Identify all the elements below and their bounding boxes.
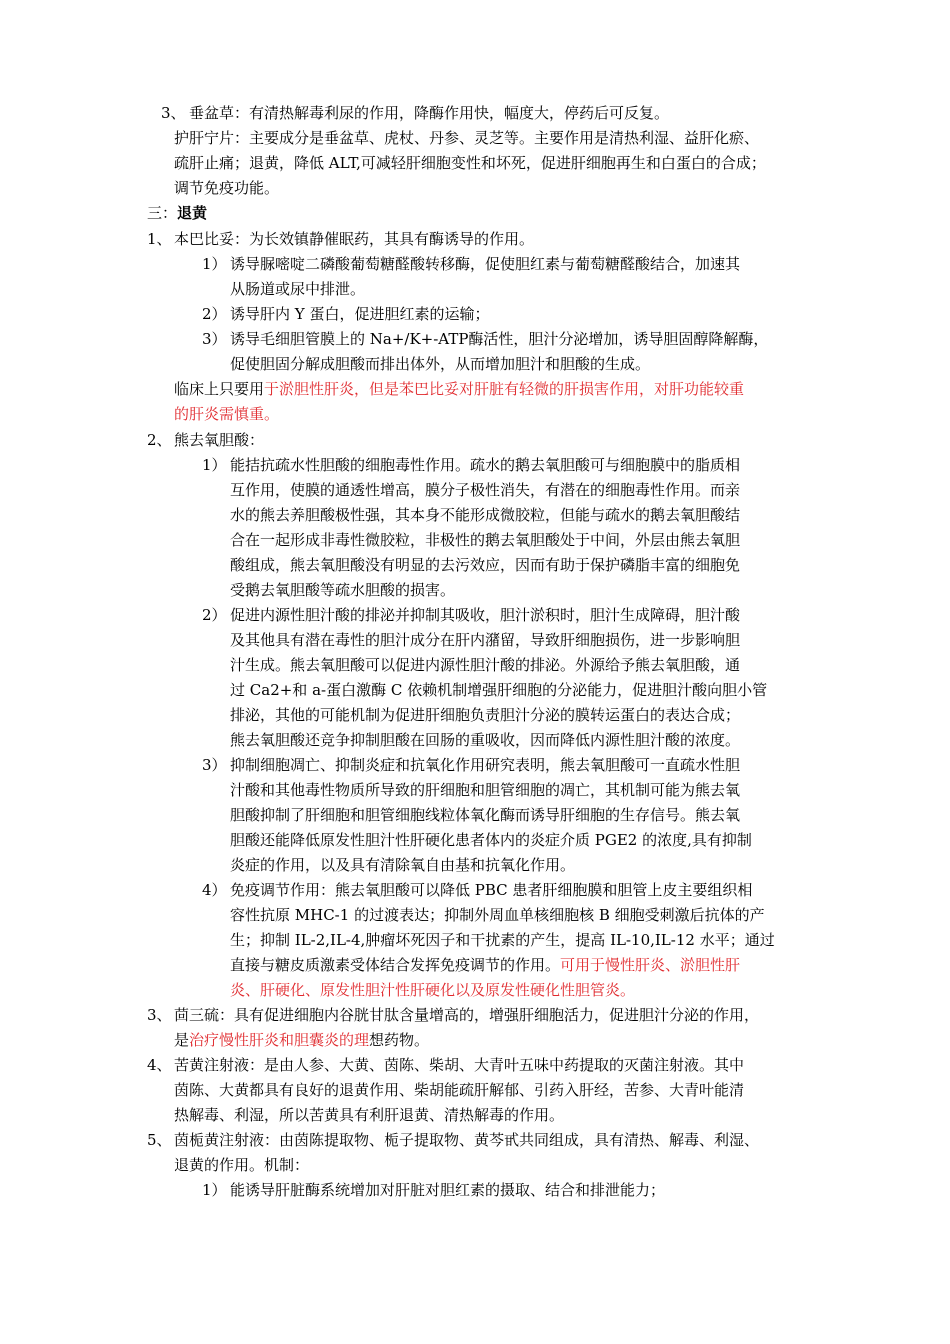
clinical-warning: 于淤胆性肝炎，但是苯巴比妥对肝脏有轻微的肝损害作用，对肝功能较重 (264, 380, 745, 398)
sub-line: 促使胆固分解成胆酸而排出体外，从而增加胆汁和胆酸的生成。 (230, 355, 651, 373)
line-suffix: 想药物。 (369, 1031, 430, 1049)
item-kuhuang: 热解毒、利湿，所以苦黄具有利肝退黄、清热解毒的作用。 (174, 1106, 565, 1124)
sub-line: 炎症的作用，以及具有清除氧自由基和抗氧化作用。 (230, 856, 576, 874)
sub-line: 酸组成，熊去氧胆酸没有明显的去污效应，因而有助于保护磷脂丰富的细胞免 (230, 556, 741, 574)
sub-line: 能诱导肝脏酶系统增加对肝脏对胆红素的摄取、结合和排泄能力； (230, 1181, 666, 1199)
sub-line: 促进内源性胆汁酸的排泌并抑制其吸收，胆汁淤积时，胆汁生成障碍，胆汁酸 (230, 606, 741, 624)
sub-line: 抑制细胞凋亡、抑制炎症和抗氧化作用研究表明，熊去氧胆酸可一直疏水性胆 (230, 756, 741, 774)
item-yinzhihuang: 茵栀黄注射液：由茵陈提取物、栀子提取物、黄芩甙共同组成，具有清热、解毒、利湿、 (174, 1131, 760, 1149)
sub-num: 4） (202, 881, 227, 899)
sub-line: 及其他具有潜在毒性的胆汁成分在肝内潴留，导致肝细胞损伤，进一步影响胆 (230, 631, 741, 649)
sub-line: 互作用，使膜的通透性增高，膜分子极性消失，有潜在的细胞毒性作用。而亲 (230, 481, 741, 499)
indication-highlight: 治疗慢性肝炎和胆囊炎的理 (189, 1031, 370, 1049)
sub-num: 3） (202, 756, 227, 774)
item-kuhuang: 苦黄注射液：是由人参、大黄、茵陈、柴胡、大青叶五味中药提取的灭菌注射液。其中 (174, 1056, 745, 1074)
sub-num: 1） (202, 456, 227, 474)
item-anethol (174, 1028, 429, 1053)
sub-line: 免疫调节作用：熊去氧胆酸可以降低 PBC 患者肝细胞膜和胆管上皮主要组织相 (230, 881, 753, 899)
item-num: 1、 (147, 230, 172, 248)
sub-line: 胆酸抑制了肝细胞和胆管细胞线粒体氧化酶而诱导肝细胞的生存信号。熊去氧 (230, 806, 741, 824)
indication-highlight: 可用于慢性肝炎、淤胆性肝 (560, 956, 741, 974)
sub-line: 从肠道或尿中排泄。 (230, 280, 366, 298)
section-prefix: 三： (147, 204, 178, 222)
sub-num: 1） (202, 1181, 227, 1199)
line-prefix: 是 (174, 1031, 190, 1049)
sub-line: 诱导毛细胆管膜上的 Na+/K+-ATP酶活性，胆汁分泌增加，诱导胆固醇降解酶， (230, 330, 769, 348)
item-num: 3、 (161, 104, 186, 122)
sub-line: 生；抑制 IL-2,IL-4,肿瘤坏死因子和干扰素的产生，提高 IL-10,IL-12 水平；通过 (230, 931, 775, 949)
item-num: 2、 (147, 431, 172, 449)
item-chuipencao: 垂盆草：有清热解毒利尿的作用，降酶作用快，幅度大，停药后可反复。 (189, 104, 670, 122)
item-phenobarbital: 本巴比妥：为长效镇静催眠药，其具有酶诱导的作用。 (174, 230, 535, 248)
clinical-warning: 的肝炎需慎重。 (174, 405, 280, 423)
sub-line: 水的熊去养胆酸极性强，其本身不能形成微胶粒，但能与疏水的鹅去氧胆酸结 (230, 506, 741, 524)
liver-tablet-line: 护肝宁片：主要成分是垂盆草、虎杖、丹参、灵芝等。主要作用是清热利湿、益肝化瘀、 (174, 129, 760, 147)
sub-line: 汁酸和其他毒性物质所导致的肝细胞和胆管细胞的凋亡，其机制可能为熊去氧 (230, 781, 741, 799)
indication-highlight: 炎、肝硬化、原发性胆汁性肝硬化以及原发性硬化性胆管炎。 (230, 981, 636, 999)
item-num: 3、 (147, 1006, 172, 1024)
item-num: 5、 (147, 1131, 172, 1149)
sub-line: 合在一起形成非毒性微胶粒，非极性的鹅去氧胆酸处于中间，外层由熊去氧胆 (230, 531, 741, 549)
sub-line (230, 953, 740, 978)
sub-line: 诱导脲嘧啶二磷酸葡萄糖醛酸转移酶，促使胆红素与葡萄糖醛酸结合，加速其 (230, 255, 741, 273)
sub-line: 诱导肝内 Y 蛋白，促进胆红素的运输； (230, 305, 490, 323)
sub-line: 能拮抗疏水性胆酸的细胞毒性作用。疏水的鹅去氧胆酸可与细胞膜中的脂质相 (230, 456, 741, 474)
item-anethol: 茴三硫：具有促进细胞内谷胱甘肽含量增高的，增强肝细胞活力，促进胆汁分泌的作用， (174, 1006, 760, 1024)
item-kuhuang: 茵陈、大黄都具有良好的退黄作用、柴胡能疏肝解郁、引药入肝经，苦参、大青叶能清 (174, 1081, 745, 1099)
sub-num: 2） (202, 305, 227, 323)
liver-tablet-line: 调节免疫功能。 (174, 179, 280, 197)
item-num: 4、 (147, 1056, 172, 1074)
clinical-note (174, 377, 744, 402)
sub-line: 排泌，其他的可能机制为促进肝细胞负责胆汁分泌的膜转运蛋白的表达合成； (230, 706, 741, 724)
sub-line-text: 直接与糖皮质激素受体结合发挥免疫调节的作用。 (230, 956, 561, 974)
sub-line: 过 Ca2+和 a-蛋白激酶 C 依赖机制增强肝细胞的分泌能力，促进胆汁酸向胆小管 (230, 681, 768, 699)
clinical-prefix: 临床上只要用 (174, 380, 265, 398)
sub-line: 胆酸还能降低原发性胆汁性肝硬化患者体内的炎症介质 PGE2 的浓度,具有抑制 (230, 831, 752, 849)
sub-num: 1） (202, 255, 227, 273)
sub-line: 容性抗原 MHC-1 的过渡表达；抑制外周血单核细胞核 B 细胞受刺激后抗体的产 (230, 906, 765, 924)
sub-line: 汁生成。熊去氧胆酸可以促进内源性胆汁酸的排泌。外源给予熊去氧胆酸，通 (230, 656, 741, 674)
sub-num: 2） (202, 606, 227, 624)
section-title: 退黄 (177, 204, 208, 222)
liver-tablet-line: 疏肝止痛；退黄，降低 ALT,可减轻肝细胞变性和坏死，促进肝细胞再生和白蛋白的合成； (174, 154, 766, 172)
item-udca: 熊去氧胆酸： (174, 431, 265, 449)
section-heading (147, 201, 207, 226)
sub-num: 3） (202, 330, 227, 348)
item-yinzhihuang: 退黄的作用。机制： (174, 1156, 310, 1174)
sub-line: 熊去氧胆酸还竞争抑制胆酸在回肠的重吸收，因而降低内源性胆汁酸的浓度。 (230, 731, 741, 749)
sub-line: 受鹅去氧胆酸等疏水胆酸的损害。 (230, 581, 456, 599)
